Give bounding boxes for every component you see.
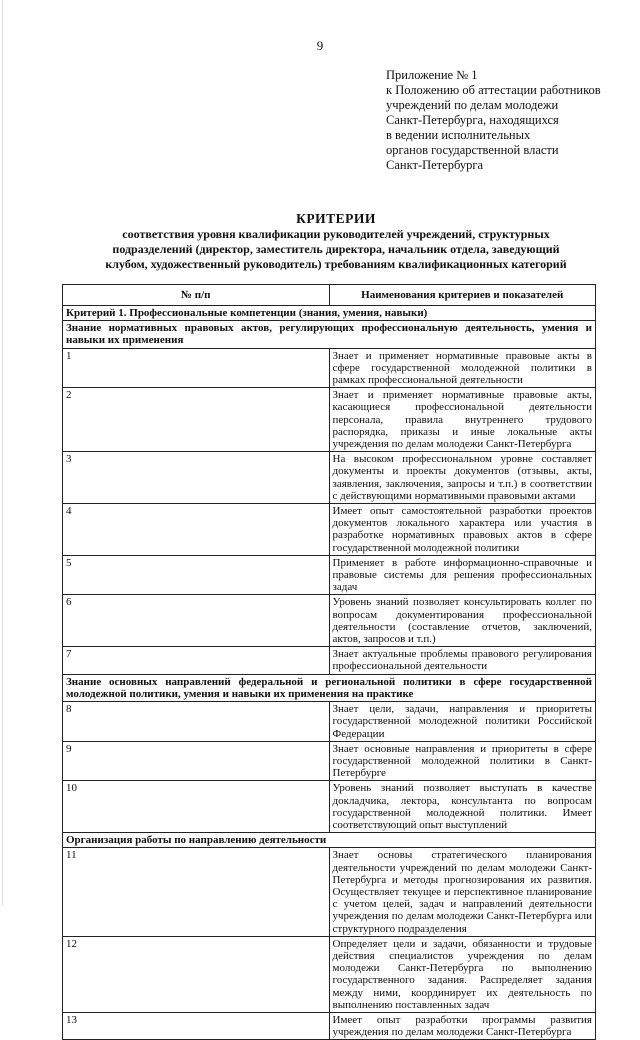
column-header-number: № п/п	[63, 285, 330, 306]
table-row	[63, 595, 596, 647]
table-row	[63, 348, 596, 388]
criteria-table	[62, 284, 596, 1040]
table-row	[63, 452, 596, 504]
criterion-text-cell: На высоком профессиональном уровне составляет документы и проекты документов (отзывы, акты, заявления, заключения, запросы и т.п.) в соответствии с действующими нормативными правовыми актами	[329, 452, 596, 504]
subsection-row	[63, 833, 596, 848]
appendix-line: Приложение № 1	[386, 68, 478, 82]
table-row	[63, 555, 596, 595]
row-number-cell: 6	[63, 595, 330, 647]
subsection-row	[63, 674, 596, 701]
subtitle-line: подразделений (директор, заместитель директора, начальник отдела, заведующий	[112, 242, 560, 256]
row-number-cell: 12	[63, 936, 330, 1012]
table-row	[63, 936, 596, 1012]
row-number-cell: 1	[63, 348, 330, 388]
row-number-cell: 5	[63, 555, 330, 595]
document-subtitle	[80, 227, 592, 272]
table-row	[63, 504, 596, 556]
row-number-cell: 10	[63, 781, 330, 833]
criterion-text-cell: Знает и применяет нормативные правовые акты в сфере государственной молодежной политики в рамках профессиональной деятельности	[329, 348, 596, 388]
table-row	[63, 647, 596, 674]
criterion-text-cell: Знает и применяет нормативные правовые акты, касающиеся профессиональной деятельности персонала, правила внутреннего трудового распорядка, приказы и иные локальные акты учреждения по делам молодежи Санкт-Петербурга	[329, 388, 596, 452]
criterion-text-cell: Уровень знаний позволяет выступать в качестве докладчика, лектора, консультанта по вопросам государственной молодежной политики. Имеет соответствующий опыт выступлений	[329, 781, 596, 833]
appendix-line: Санкт-Петербурга, находящихся	[386, 113, 559, 127]
table-row	[63, 1012, 596, 1039]
subtitle-line: соответствия уровня квалификации руководителей учреждений, структурных	[122, 227, 550, 241]
row-number-cell: 7	[63, 647, 330, 674]
table-row	[63, 848, 596, 936]
criterion-text-cell: Имеет опыт разработки программы развития учреждения по делам молодежи Санкт-Петербурга	[329, 1012, 596, 1039]
subsection-heading-cell: Знание основных направлений федеральной и региональной политики в сфере государственной молодежной политики, умения и навыки их применения на практике	[63, 674, 596, 701]
criterion-text-cell: Знает основные направления и приоритеты в сфере государственной молодежной политики в Санкт-Петербурге	[329, 741, 596, 781]
appendix-line: учреждений по делам молодежи	[386, 98, 559, 112]
row-number-cell: 13	[63, 1012, 330, 1039]
criterion-text-cell: Знает основы стратегического планирования деятельности учреждений по делам молодежи Санкт-Петербурга и методы прогнозирования их развития. Осуществляет текущее и перспективное планирование с учетом целей, задач и направлений деятельности учреждения по делам молодежи Санкт-Петербурга или структурного подразделения	[329, 848, 596, 936]
table-row	[63, 781, 596, 833]
row-number-cell: 3	[63, 452, 330, 504]
table-row	[63, 388, 596, 452]
column-header-criteria: Наименования критериев и показателей	[329, 285, 596, 306]
row-number-cell: 8	[63, 702, 330, 742]
row-number-cell: 2	[63, 388, 330, 452]
section-row	[63, 306, 596, 321]
subtitle-line: клубом, художественный руководитель) требованиям квалификационных категорий	[105, 257, 567, 271]
appendix-line: в ведении исполнительных	[386, 128, 531, 142]
page-number: 9	[316, 38, 324, 53]
row-number-cell: 11	[63, 848, 330, 936]
criterion-text-cell: Применяет в работе информационно-справочные и правовые системы для решения профессиональных задач	[329, 555, 596, 595]
row-number-cell: 9	[63, 741, 330, 781]
appendix-line: органов государственной власти	[386, 143, 559, 157]
table-body	[63, 306, 596, 1040]
criterion-text-cell: Знает цели, задачи, направления и приоритеты государственной молодежной политики Российской Федерации	[329, 702, 596, 742]
document-title: КРИТЕРИИ	[296, 211, 376, 226]
appendix-line: Санкт-Петербурга	[386, 158, 484, 172]
subsection-heading-cell: Организация работы по направлению деятельности	[63, 833, 596, 848]
appendix-note	[386, 68, 636, 173]
criterion-text-cell: Имеет опыт самостоятельной разработки проектов документов локального характера или участия в разработке нормативных правовых актов в сфере государственной молодежной политики	[329, 504, 596, 556]
subsection-heading-cell: Знание нормативных правовых актов, регулирующих профессиональную деятельность, умения и навыки их применения	[63, 321, 596, 348]
criterion-text-cell: Знает актуальные проблемы правового регулирования профессиональной деятельности	[329, 647, 596, 674]
appendix-line: к Положению об аттестации работников	[386, 83, 601, 97]
row-number-cell: 4	[63, 504, 330, 556]
subsection-row	[63, 321, 596, 348]
table-row	[63, 702, 596, 742]
criterion-text-cell: Определяет цели и задачи, обязанности и трудовые действия специалистов учреждения по делам молодежи Санкт-Петербурга по выполнению государственного задания. Распределяет задания между ними, координирует их деятельность по выполнению поставленных задач	[329, 936, 596, 1012]
criterion-text-cell: Уровень знаний позволяет консультировать коллег по вопросам документирования профессиональной деятельности (составление отчетов, заключений, актов, запросов и т.п.)	[329, 595, 596, 647]
section-heading-cell: Критерий 1. Профессиональные компетенции (знания, умения, навыки)	[63, 306, 596, 321]
table-row	[63, 741, 596, 781]
table-header-row	[63, 285, 596, 306]
scan-edge-mark	[2, 0, 3, 905]
